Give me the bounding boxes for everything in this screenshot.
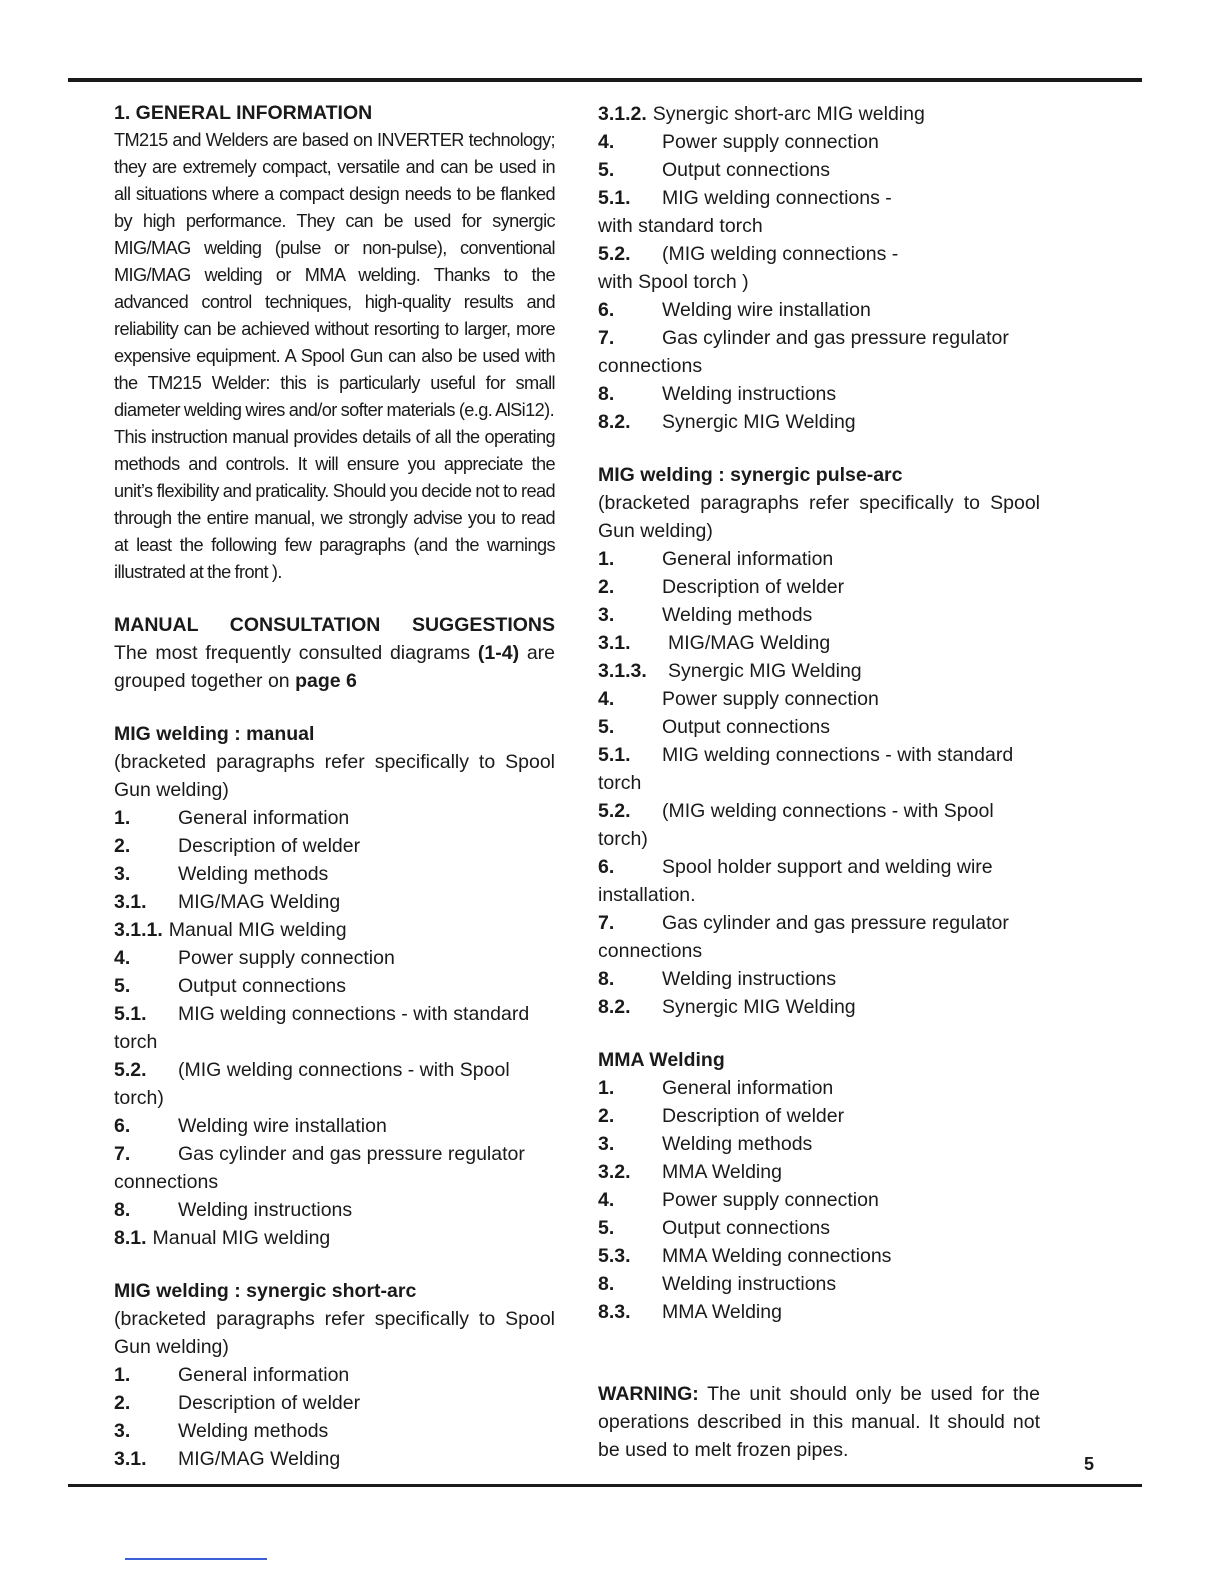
list-item: 5. Output connections <box>598 159 831 181</box>
list-item: 2. Description of welder <box>114 1392 361 1414</box>
decorative-blue-line <box>125 1558 267 1560</box>
list-item: 7. Gas cylinder and gas pressure regulator <box>114 1143 525 1165</box>
list-item: 5.2. (MIG welding connections - with Spool <box>598 800 994 822</box>
mma-list <box>598 1074 1040 1326</box>
list-item: 8. Welding instructions <box>598 1273 837 1295</box>
list-item: 3. Welding methods <box>114 1420 329 1442</box>
list-item: 6. Welding wire installation <box>114 1115 387 1137</box>
short-arc-bracket-note: (bracketed paragraphs refer specifically to Spool Gun welding) <box>114 1308 555 1358</box>
list-item: 5.2. (MIG welding connections - <box>598 243 899 265</box>
right-column <box>598 100 1040 1464</box>
list-item: 5.1. MIG welding connections - with standard <box>114 1003 530 1025</box>
pulse-arc-list <box>598 545 1040 1021</box>
list-item: 1. General information <box>114 1364 350 1386</box>
list-item-continuation: connections <box>598 355 703 377</box>
manual-bracket-note: (bracketed paragraphs refer specifically to Spool Gun welding) <box>114 751 555 801</box>
list-item: 5. Output connections <box>598 716 831 738</box>
list-item-continuation: torch) <box>598 828 648 850</box>
top-rule <box>68 78 1142 82</box>
bottom-rule <box>68 1484 1142 1487</box>
general-info-paragraph-2: This instruction manual provides details of all the operating methods and controls. It will ensure you appreciate the unit’s flexibility and praticality. Should you decide not to read through the entire manual, we strongly advise you to read at least the following few paragraphs (and the warnings illustrated at the front ). <box>114 427 555 582</box>
list-item-continuation: with standard torch <box>598 215 763 237</box>
manual-list <box>114 804 555 1252</box>
short-arc-section-heading: MIG welding : synergic short-arc <box>114 1280 417 1302</box>
mma-section-heading: MMA Welding <box>598 1049 725 1071</box>
list-item: 3.1.2. Synergic short-arc MIG welding <box>598 103 925 125</box>
list-item: 3.1. MIG/MAG Welding <box>114 891 341 913</box>
short-arc-list-part-2 <box>598 100 1040 436</box>
list-item: 8. Welding instructions <box>114 1199 353 1221</box>
warning-text: The unit should only be used for the operations described in this manual. It should not be used to melt frozen pipes. <box>598 1383 1040 1461</box>
list-item: 6. Spool holder support and welding wire <box>598 856 993 878</box>
list-item-continuation: with Spool torch ) <box>598 271 749 293</box>
list-item: 2. Description of welder <box>598 1105 845 1127</box>
general-info-heading: 1. GENERAL INFORMATION <box>114 102 373 124</box>
list-item: 3.1.3. Synergic MIG Welding <box>598 660 862 682</box>
list-item: 7. Gas cylinder and gas pressure regulator <box>598 327 1009 349</box>
list-item: 3. Welding methods <box>598 604 813 626</box>
list-item: 2. Description of welder <box>114 835 361 857</box>
general-info-paragraph-1: TM215 and Welders are based on INVERTER technology; they are extremely compact, versatile and can be used in all situations where a compact design needs to be flanked by high performance. They can be used for synergic MIG/MAG welding (pulse or non-pulse), conventional MIG/MAG welding or MMA welding. Thanks to the advanced control techniques, high-quality results and reliability can be achieved without resorting to larger, more expensive equipment. A Spool Gun can also be used with the TM215 Welder: this is particularly useful for small diameter welding wires and/or softer materials (e.g. AlSi12). <box>114 130 555 420</box>
list-item: 7. Gas cylinder and gas pressure regulator <box>598 912 1009 934</box>
list-item: 1. General information <box>114 807 350 829</box>
list-item: 4. Power supply connection <box>598 131 879 153</box>
list-item: 5.3. MMA Welding connections <box>598 1245 892 1267</box>
list-item: 5.1. MIG welding connections - with standard <box>598 744 1014 766</box>
left-column <box>114 100 555 1473</box>
list-item: 8. Welding instructions <box>598 383 837 405</box>
consultation-heading: MANUAL CONSULTATION SUGGESTIONS <box>114 614 555 636</box>
list-item-continuation: torch <box>114 1031 158 1053</box>
list-item: 8. Welding instructions <box>598 968 837 990</box>
list-item: 3.1. MIG/MAG Welding <box>598 632 831 654</box>
list-item: 8.2. Synergic MIG Welding <box>598 411 856 433</box>
list-item-continuation: torch) <box>114 1087 164 1109</box>
list-item: 5. Output connections <box>598 1217 831 1239</box>
list-item: 8.3. MMA Welding <box>598 1301 782 1323</box>
list-item: 3.2. MMA Welding <box>598 1161 782 1183</box>
list-item-continuation: connections <box>114 1171 219 1193</box>
list-item: 8.2. Synergic MIG Welding <box>598 996 856 1018</box>
list-item: 1. General information <box>598 1077 834 1099</box>
warning-notice <box>598 1380 1040 1464</box>
list-item: 8.1. Manual MIG welding <box>114 1227 331 1249</box>
page-number: 5 <box>1084 1454 1095 1474</box>
list-item: 4. Power supply connection <box>598 688 879 710</box>
list-item: 3.1. MIG/MAG Welding <box>114 1448 341 1470</box>
list-item: 3. Welding methods <box>114 863 329 885</box>
list-item: 2. Description of welder <box>598 576 845 598</box>
list-item: 3. Welding methods <box>598 1133 813 1155</box>
list-item: 5.2. (MIG welding connections - with Spool <box>114 1059 510 1081</box>
list-item: 3.1.1. Manual MIG welding <box>114 919 347 941</box>
list-item: 5.1. MIG welding connections - <box>598 187 892 209</box>
list-item-continuation: connections <box>598 940 703 962</box>
pulse-arc-section-heading: MIG welding : synergic pulse-arc <box>598 464 903 486</box>
short-arc-list-part-1 <box>114 1361 555 1473</box>
list-item-continuation: torch <box>598 772 642 794</box>
list-item: 1. General information <box>598 548 834 570</box>
list-item-continuation: installation. <box>598 884 696 906</box>
manual-section-heading: MIG welding : manual <box>114 723 315 745</box>
list-item: 4. Power supply connection <box>114 947 395 969</box>
pulse-arc-bracket-note: (bracketed paragraphs refer specifically to Spool Gun welding) <box>598 492 1040 542</box>
list-item: 6. Welding wire installation <box>598 299 871 321</box>
list-item: 5. Output connections <box>114 975 347 997</box>
list-item: 4. Power supply connection <box>598 1189 879 1211</box>
warning-label: WARNING: <box>598 1383 699 1405</box>
consultation-text: The most frequently consulted diagrams (1-4) are grouped together on page 6 <box>114 642 556 692</box>
